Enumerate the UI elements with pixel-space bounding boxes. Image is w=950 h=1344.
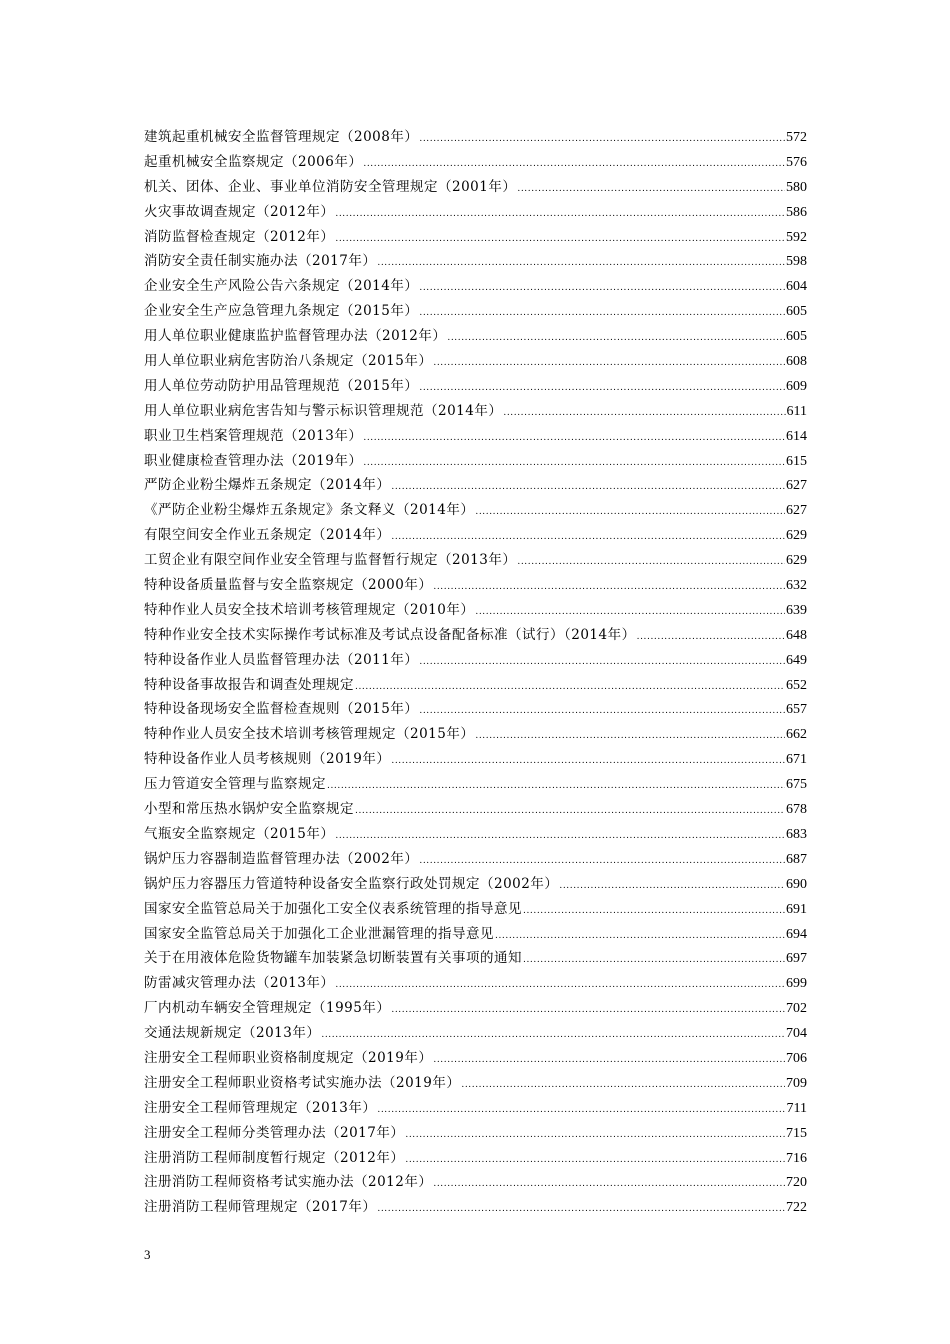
toc-entry[interactable] (144, 648, 807, 673)
toc-entry[interactable] (144, 1046, 807, 1071)
toc-entry-title: 企业安全生产风险公告六条规定（2014年） (144, 278, 419, 295)
toc-entry-page: 598 (786, 254, 807, 270)
toc-entry[interactable] (144, 847, 807, 872)
toc-entry-page: 604 (786, 279, 807, 295)
toc-entry-title: 起重机械安全监察规定（2006年） (144, 153, 363, 170)
table-of-contents (144, 125, 807, 1220)
toc-leader-dots (405, 1148, 785, 1171)
toc-entry-page: 632 (786, 578, 807, 594)
toc-leader-dots (475, 500, 785, 523)
toc-entry[interactable] (144, 872, 807, 897)
toc-entry[interactable] (144, 697, 807, 722)
toc-entry[interactable] (144, 1071, 807, 1096)
toc-entry[interactable] (144, 1096, 807, 1121)
toc-leader-dots (363, 451, 785, 474)
toc-entry-page: 639 (786, 602, 807, 618)
toc-entry[interactable] (144, 449, 807, 474)
toc-leader-dots (363, 426, 785, 449)
toc-leader-dots (523, 948, 785, 971)
toc-entry-title: 国家安全监管总局关于加强化工安全仪表系统管理的指导意见 (144, 900, 522, 917)
toc-leader-dots (433, 1048, 785, 1071)
toc-entry[interactable] (144, 548, 807, 573)
toc-entry-page: 614 (786, 428, 807, 444)
toc-entry[interactable] (144, 175, 807, 200)
toc-leader-dots (419, 650, 785, 673)
toc-leader-dots (377, 1098, 785, 1121)
toc-leader-dots (523, 899, 785, 922)
toc-entry-page: 720 (786, 1175, 807, 1191)
toc-entry[interactable] (144, 971, 807, 996)
toc-entry[interactable] (144, 1195, 807, 1220)
toc-entry[interactable] (144, 797, 807, 822)
toc-entry-title: 小型和常压热水锅炉安全监察规定 (144, 801, 354, 818)
toc-leader-dots (419, 276, 785, 299)
toc-leader-dots (447, 326, 785, 349)
toc-entry[interactable] (144, 1170, 807, 1195)
toc-entry[interactable] (144, 772, 807, 797)
toc-entry-page: 627 (786, 503, 807, 519)
toc-entry[interactable] (144, 225, 807, 250)
toc-entry-page: 608 (786, 354, 807, 370)
toc-entry[interactable] (144, 473, 807, 498)
toc-leader-dots (405, 1123, 785, 1146)
toc-entry-title: 厂内机动车辆安全管理规定（1995年） (144, 1000, 391, 1017)
toc-entry[interactable] (144, 125, 807, 150)
toc-entry-title: 用人单位职业健康监护监督管理办法（2012年） (144, 328, 447, 345)
toc-entry-page: 652 (786, 677, 807, 693)
toc-entry-page: 690 (786, 876, 807, 892)
toc-entry[interactable] (144, 747, 807, 772)
toc-entry-page: 699 (786, 976, 807, 992)
toc-entry-title: 锅炉压力容器压力管道特种设备安全监察行政处罚规定（2002年） (144, 875, 559, 892)
toc-leader-dots (391, 749, 785, 772)
toc-entry[interactable] (144, 673, 807, 698)
toc-entry[interactable] (144, 349, 807, 374)
toc-entry-page: 709 (786, 1075, 807, 1091)
toc-entry-title: 特种设备现场安全监督检查规则（2015年） (144, 701, 419, 718)
toc-entry-page: 671 (786, 752, 807, 768)
toc-entry-title: 特种作业人员安全技术培训考核管理规定（2010年） (144, 601, 475, 618)
toc-entry-title: 职业健康检查管理办法（2019年） (144, 452, 363, 469)
page-number: 3 (144, 1247, 151, 1262)
toc-entry[interactable] (144, 573, 807, 598)
toc-entry-title: 锅炉压力容器制造监督管理办法（2002年） (144, 850, 419, 867)
toc-entry[interactable] (144, 399, 807, 424)
toc-leader-dots (391, 475, 785, 498)
toc-leader-dots (419, 699, 785, 722)
toc-entry-title: 火灾事故调查规定（2012年） (144, 203, 335, 220)
toc-entry-title: 用人单位劳动防护用品管理规范（2015年） (144, 377, 419, 394)
toc-leader-dots (517, 550, 785, 573)
toc-entry-title: 用人单位职业病危害防治八条规定（2015年） (144, 353, 433, 370)
toc-entry-title: 有限空间安全作业五条规定（2014年） (144, 527, 391, 544)
toc-entry-title: 特种设备事故报告和调查处理规定 (144, 676, 354, 693)
toc-entry-page: 580 (786, 179, 807, 195)
toc-leader-dots (327, 774, 785, 797)
toc-leader-dots (419, 376, 785, 399)
toc-entry-page: 691 (786, 901, 807, 917)
toc-entry-title: 注册安全工程师职业资格考试实施办法（2019年） (144, 1074, 461, 1091)
toc-entry[interactable] (144, 200, 807, 225)
toc-entry-page: 592 (786, 229, 807, 245)
toc-entry-title: 《严防企业粉尘爆炸五条规定》条文释义（2014年） (144, 502, 475, 519)
toc-leader-dots (503, 401, 785, 424)
toc-entry-title: 用人单位职业病危害告知与警示标识管理规范（2014年） (144, 402, 503, 419)
toc-entry-title: 注册安全工程师职业资格制度规定（2019年） (144, 1049, 433, 1066)
toc-entry[interactable] (144, 523, 807, 548)
toc-entry-title: 气瓶安全监察规定（2015年） (144, 825, 335, 842)
toc-entry-page: 629 (786, 553, 807, 569)
toc-entry-page: 675 (786, 777, 807, 793)
toc-entry-page: 716 (786, 1150, 807, 1166)
toc-entry[interactable] (144, 249, 807, 274)
toc-entry-page: 704 (786, 1026, 807, 1042)
toc-entry[interactable] (144, 946, 807, 971)
toc-entry-page: 605 (786, 329, 807, 345)
toc-entry-title: 注册消防工程师管理规定（2017年） (144, 1199, 377, 1216)
toc-entry-title: 压力管道安全管理与监察规定 (144, 776, 326, 793)
toc-entry-page: 687 (786, 851, 807, 867)
toc-entry-page: 649 (786, 652, 807, 668)
toc-entry[interactable] (144, 996, 807, 1021)
toc-entry-title: 特种设备作业人员监督管理办法（2011年） (144, 651, 419, 668)
toc-entry-page: 611 (786, 403, 807, 419)
toc-entry-title: 注册消防工程师资格考试实施办法（2012年） (144, 1174, 433, 1191)
toc-entry-page: 678 (786, 802, 807, 818)
toc-entry[interactable] (144, 598, 807, 623)
toc-leader-dots (377, 251, 785, 274)
toc-entry-page: 683 (786, 826, 807, 842)
toc-leader-dots (461, 1073, 785, 1096)
toc-entry-page: 706 (786, 1050, 807, 1066)
toc-leader-dots (433, 575, 785, 598)
toc-entry-page: 615 (786, 453, 807, 469)
toc-entry-page: 694 (786, 926, 807, 942)
toc-entry-page: 586 (786, 204, 807, 220)
toc-entry-page: 605 (786, 304, 807, 320)
toc-entry-page: 697 (786, 951, 807, 967)
toc-entry-title: 特种作业安全技术实际操作考试标准及考试点设备配备标准（试行）（2014年） (144, 626, 636, 643)
toc-leader-dots (495, 924, 785, 947)
toc-entry-title: 国家安全监管总局关于加强化工企业泄漏管理的指导意见 (144, 925, 494, 942)
toc-leader-dots (419, 127, 785, 150)
toc-entry-title: 职业卫生档案管理规范（2013年） (144, 427, 363, 444)
toc-leader-dots (335, 973, 785, 996)
toc-entry-page: 711 (786, 1100, 807, 1116)
toc-entry-page: 715 (786, 1125, 807, 1141)
toc-entry-title: 机关、团体、企业、事业单位消防安全管理规定（2001年） (144, 178, 517, 195)
toc-entry[interactable] (144, 822, 807, 847)
toc-entry[interactable] (144, 324, 807, 349)
toc-leader-dots (433, 351, 785, 374)
toc-entry-title: 工贸企业有限空间作业安全管理与监督暂行规定（2013年） (144, 552, 517, 569)
toc-leader-dots (559, 874, 785, 897)
toc-entry-page: 702 (786, 1001, 807, 1017)
toc-entry-title: 消防监督检查规定（2012年） (144, 228, 335, 245)
toc-leader-dots (321, 1023, 785, 1046)
toc-entry-page: 576 (786, 154, 807, 170)
toc-entry[interactable] (144, 498, 807, 523)
toc-entry[interactable] (144, 1121, 807, 1146)
toc-entry[interactable] (144, 897, 807, 922)
toc-entry[interactable] (144, 722, 807, 747)
toc-entry[interactable] (144, 150, 807, 175)
toc-entry-title: 注册安全工程师分类管理办法（2017年） (144, 1124, 405, 1141)
toc-leader-dots (377, 1197, 785, 1220)
toc-entry-page: 609 (786, 378, 807, 394)
toc-entry-page: 662 (786, 727, 807, 743)
toc-entry-title: 注册消防工程师制度暂行规定（2012年） (144, 1149, 405, 1166)
toc-leader-dots (419, 301, 785, 324)
toc-entry-page: 572 (786, 130, 807, 145)
toc-entry-title: 交通法规新规定（2013年） (144, 1025, 321, 1042)
toc-entry-page: 657 (786, 702, 807, 718)
toc-entry-title: 特种作业人员安全技术培训考核管理规定（2015年） (144, 726, 475, 743)
toc-leader-dots (335, 227, 785, 250)
toc-entry[interactable] (144, 623, 807, 648)
toc-leader-dots (419, 849, 785, 872)
toc-entry[interactable] (144, 299, 807, 324)
toc-entry-title: 防雷减灾管理办法（2013年） (144, 975, 335, 992)
toc-leader-dots (391, 525, 785, 548)
toc-entry-title: 企业安全生产应急管理九条规定（2015年） (144, 303, 419, 320)
toc-leader-dots (335, 824, 785, 847)
toc-leader-dots (355, 799, 785, 822)
toc-leader-dots (517, 177, 785, 200)
toc-entry-page: 722 (786, 1200, 807, 1216)
toc-entry[interactable] (144, 424, 807, 449)
toc-leader-dots (637, 625, 785, 648)
toc-entry-page: 648 (786, 627, 807, 643)
toc-leader-dots (363, 152, 785, 175)
toc-leader-dots (475, 724, 785, 747)
toc-leader-dots (335, 202, 785, 225)
toc-entry-title: 关于在用液体危险货物罐车加装紧急切断装置有关事项的通知 (144, 950, 522, 967)
toc-entry-page: 627 (786, 478, 807, 494)
toc-leader-dots (355, 675, 785, 698)
toc-entry-title: 建筑起重机械安全监督管理规定（2008年） (144, 129, 419, 145)
toc-entry[interactable] (144, 374, 807, 399)
toc-leader-dots (433, 1172, 785, 1195)
toc-entry[interactable] (144, 1021, 807, 1046)
toc-leader-dots (475, 600, 785, 623)
toc-entry-title: 特种设备质量监督与安全监察规定（2000年） (144, 577, 433, 594)
toc-entry-title: 消防安全责任制实施办法（2017年） (144, 253, 377, 270)
toc-entry[interactable] (144, 274, 807, 299)
toc-entry-title: 严防企业粉尘爆炸五条规定（2014年） (144, 477, 391, 494)
toc-entry[interactable] (144, 1146, 807, 1171)
toc-leader-dots (391, 998, 785, 1021)
toc-entry-title: 特种设备作业人员考核规则（2019年） (144, 751, 391, 768)
toc-entry[interactable] (144, 922, 807, 947)
toc-entry-page: 629 (786, 528, 807, 544)
toc-entry-title: 注册安全工程师管理规定（2013年） (144, 1099, 377, 1116)
